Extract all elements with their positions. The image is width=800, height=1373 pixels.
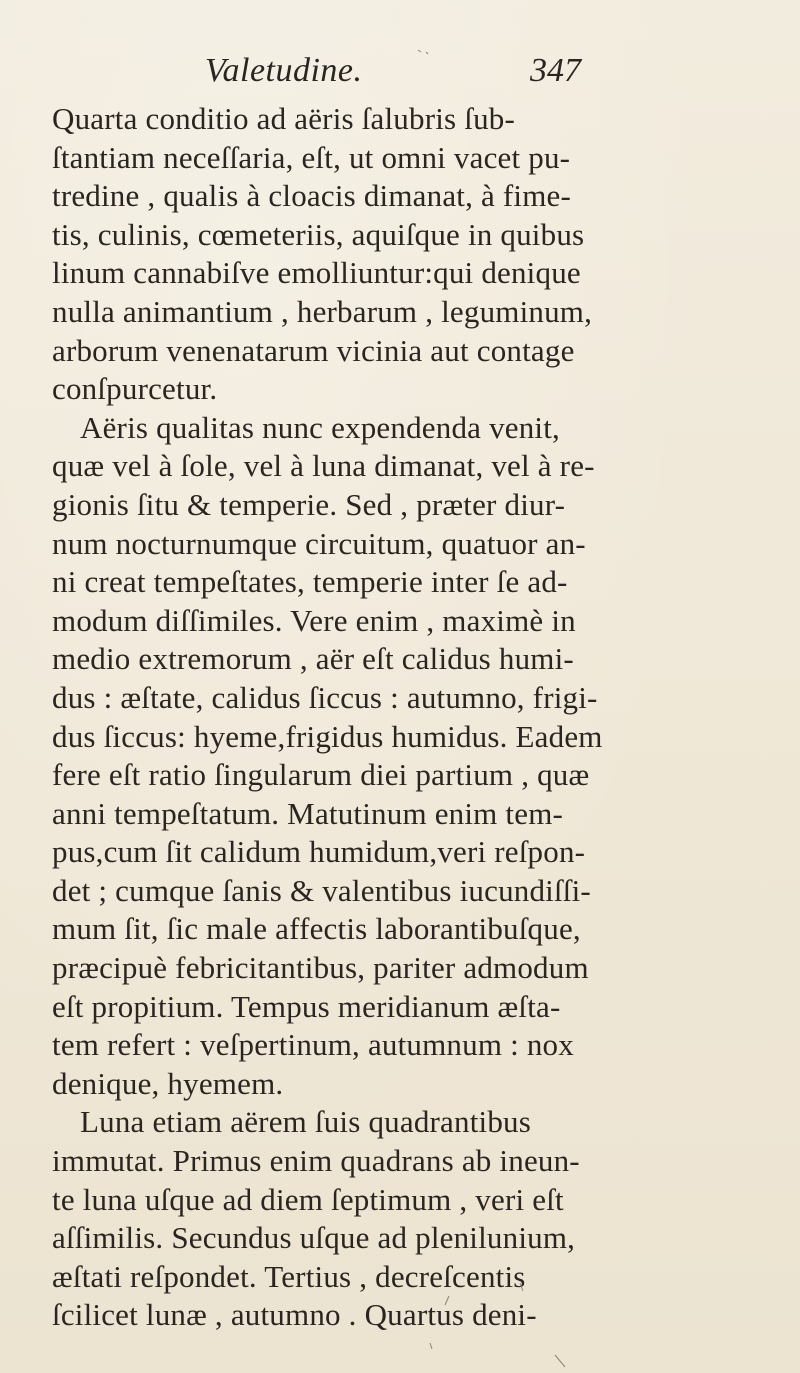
text-line: eſt propitium. Tempus meridianum æſta- <box>52 988 561 1024</box>
text-line: num nocturnumque circuitum, quatuor an- <box>52 525 586 561</box>
text-line: te luna uſque ad diem ſeptimum , veri eſt <box>52 1181 564 1217</box>
text-line: modum diſſimiles. Vere enim , maximè in <box>52 602 576 638</box>
text-line: ni creat tempeſtates, temperie inter ſe ad- <box>52 564 568 600</box>
text-line: tis, culinis, cœmeteriis, aquiſque in quibus <box>52 216 585 252</box>
text-line: fere eſt ratio ſingularum diei partium , quæ <box>52 757 590 793</box>
text-line: mum ſit, ſic male affectis laborantibuſque, <box>52 911 581 947</box>
text-line: tem refert : veſpertinum, autumnum : nox <box>52 1027 574 1063</box>
text-line: medio extremorum , aër eſt calidus humi- <box>52 641 574 677</box>
text-line: aſſimilis. Secundus uſque ad plenilunium, <box>52 1220 576 1256</box>
text-line: anni tempeſtatum. Matutinum enim tem- <box>52 795 564 831</box>
text-line: æſtati reſpondet. Tertius , decreſcentis <box>52 1258 526 1294</box>
text-line: nulla animantium , herbarum , leguminum, <box>52 293 593 329</box>
text-line: dus ſiccus: hyeme,frigidus humidus. Eadem <box>52 718 603 754</box>
text-line: dus : æſtate, calidus ſiccus : autumno, frigi- <box>52 679 598 715</box>
text-line: quæ vel à ſole, vel à luna dimanat, vel à re- <box>52 448 595 484</box>
text-line: det ; cumque ſanis & valentibus iucundiſſi- <box>52 872 591 908</box>
page-number: 347 <box>530 52 581 89</box>
text-line: arborum venenatarum vicinia aut contage <box>52 332 575 368</box>
paragraph-start-line: Aëris qualitas nunc expendenda venit, <box>80 409 560 445</box>
text-line: Quarta conditio ad aëris ſalubris ſub- <box>52 101 515 136</box>
body-text <box>52 100 770 1335</box>
paper-speck <box>430 1343 432 1349</box>
text-line: tredine , qualis à cloacis dimanat, à fime- <box>52 178 572 214</box>
text-line: gionis ſitu & temperie. Sed , præter diur- <box>52 486 566 522</box>
text-line: ſtantiam neceſſaria, eſt, ut omni vacet pu- <box>52 139 571 175</box>
text-line: præcipuè febricitantibus, pariter admodum <box>52 950 589 986</box>
text-line: denique, hyemem. <box>52 1065 284 1101</box>
text-line: linum cannabiſve emolliuntur:qui denique <box>52 255 581 291</box>
paper-speck <box>555 1355 565 1367</box>
running-title: Valetudine. <box>205 52 363 89</box>
text-line: ſcilicet lunæ , autumno . Quartus deni- <box>52 1297 537 1333</box>
running-head <box>0 48 800 98</box>
text-line: immutat. Primus enim quadrans ab ineun- <box>52 1143 580 1179</box>
text-line: pus,cum ſit calidum humidum,veri reſpon- <box>52 834 586 870</box>
text-line: conſpurcetur. <box>52 371 218 407</box>
paragraph-start-line: Luna etiam aërem ſuis quadrantibus <box>80 1104 531 1140</box>
